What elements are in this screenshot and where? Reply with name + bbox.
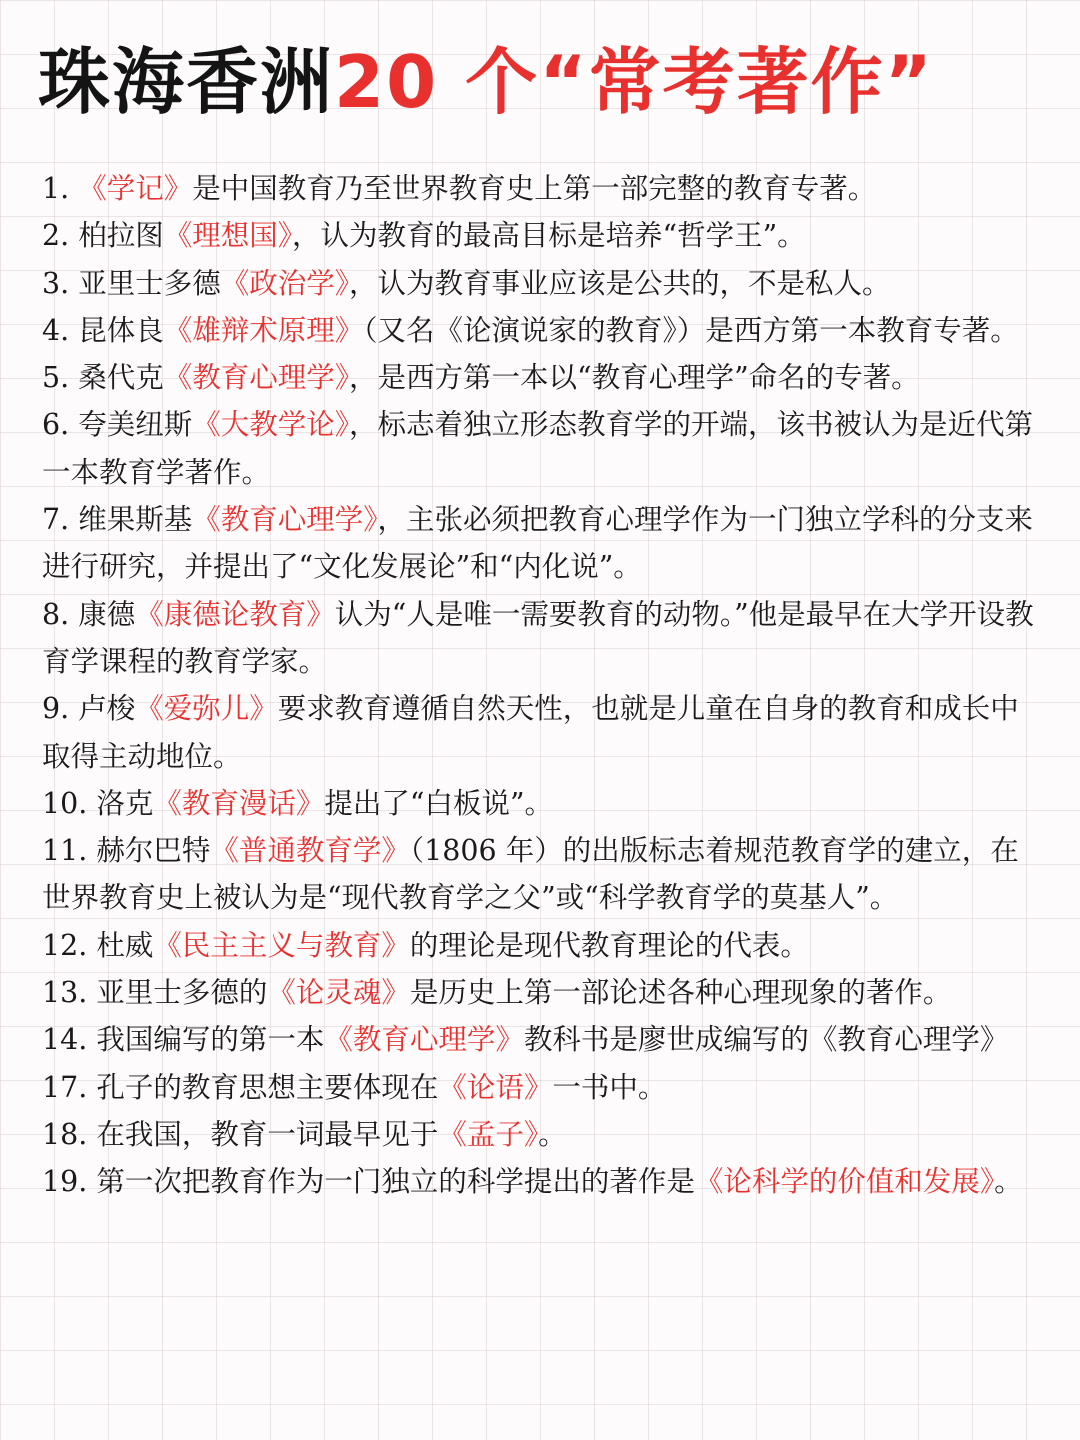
- book-title: 《教育心理学》: [163, 361, 350, 395]
- item-text: ，主张必须把教育心理学作为一门独立学科的分支来进行研究，并提出了“文化发展论”和“内化说”。: [42, 503, 1034, 584]
- item-text: （1806 年）的出版标志着规范教育学的建立，在世界教育史上被认为是“现代教育学之父”或“科学教育学的莫基人”。: [42, 834, 1019, 915]
- list-item: [42, 1064, 1042, 1111]
- item-text: 7. 维果斯基: [42, 503, 193, 537]
- item-text: 19. 第一次把教育作为一门独立的科学提出的著作是: [42, 1165, 695, 1199]
- book-title: 《论科学的价值和发展》: [694, 1165, 995, 1199]
- book-title: 《教育心理学》: [192, 503, 378, 537]
- item-text: 3. 亚里士多德: [42, 266, 221, 300]
- book-title: 《学记》: [78, 172, 193, 205]
- list-item: [42, 307, 1042, 354]
- item-text: 10. 洛克: [42, 786, 154, 820]
- item-text: 6. 夸美纽斯: [42, 408, 193, 442]
- book-title: 《康德论教育》: [135, 597, 335, 631]
- item-text: （又名《论演说家的教育》）是西方第一本教育专著。: [363, 313, 1019, 347]
- book-title: 《论灵魂》: [267, 976, 410, 1010]
- book-title: 《民主主义与教育》: [153, 928, 410, 962]
- book-title: 《教育心理学》: [324, 1023, 524, 1057]
- book-title: 《雄辩术原理》: [163, 313, 364, 347]
- item-text: ，认为教育事业应该是公共的，不是私人。: [349, 266, 891, 300]
- list-item: [42, 922, 1042, 969]
- item-text: 13. 亚里士多德的: [42, 976, 268, 1010]
- item-text: 是中国教育乃至世界教育史上第一部完整的教育专著。: [192, 172, 877, 205]
- list-item: [42, 165, 1042, 212]
- list-item: [42, 780, 1042, 827]
- item-text: ，是西方第一本以“教育心理学”命名的专著。: [349, 361, 920, 395]
- list-item: [42, 260, 1042, 307]
- item-text: 认为“人是唯一需要教育的动物。”他是最早在大学开设教育学课程的教育学家。: [42, 597, 1034, 678]
- book-title: 《理想国》: [163, 219, 293, 253]
- item-text: 11. 赫尔巴特: [42, 834, 211, 868]
- item-text: 要求教育遵循自然天性，也就是儿童在自身的教育和成长中取得主动地位。: [42, 692, 1019, 773]
- list-item: [42, 212, 1042, 259]
- item-text: 的理论是现代教育理论的代表。: [409, 928, 809, 962]
- item-text: 17. 孔子的教育思想主要体现在: [42, 1070, 439, 1104]
- title-highlight: 20 个“常考著作”: [334, 40, 934, 124]
- list-item: [42, 1158, 1042, 1205]
- item-text: 4. 昆体良: [42, 313, 164, 347]
- item-text: 。: [538, 1117, 567, 1151]
- list-item: [42, 969, 1042, 1016]
- page-title: [38, 22, 934, 142]
- item-text: 。: [994, 1165, 1023, 1199]
- item-text: 1.: [42, 172, 79, 205]
- book-title: 《政治学》: [220, 266, 350, 300]
- book-title: 《普通教育学》: [210, 834, 410, 868]
- title-prefix: 珠海香洲: [38, 40, 335, 124]
- book-list: [42, 165, 1042, 1206]
- item-text: 提出了“白板说”。: [324, 786, 554, 820]
- book-title: 《爱弥儿》: [135, 692, 278, 726]
- list-item: [42, 1111, 1042, 1158]
- book-title: 《论语》: [438, 1070, 553, 1104]
- item-text: 18. 在我国，教育一词最早见于: [42, 1117, 439, 1151]
- list-item: [42, 1016, 1042, 1063]
- book-title: 《孟子》: [438, 1117, 539, 1151]
- item-text: 9. 卢梭: [42, 692, 136, 726]
- item-text: 14. 我国编写的第一本: [42, 1023, 325, 1057]
- list-item: [42, 354, 1042, 401]
- list-item: [42, 827, 1042, 922]
- item-text: 是历史上第一部论述各种心理现象的著作。: [409, 976, 952, 1010]
- item-text: 2. 柏拉图: [42, 219, 164, 253]
- list-item: [42, 685, 1042, 780]
- book-title: 《教育漫话》: [153, 786, 325, 820]
- list-item: [42, 401, 1042, 496]
- item-text: ，标志着独立形态教育学的开端，该书被认为是近代第一本教育学著作。: [42, 408, 1034, 489]
- item-text: 5. 桑代克: [42, 361, 164, 395]
- item-text: ，认为教育的最高目标是培养“哲学王”。: [292, 219, 806, 253]
- book-title: 《大教学论》: [192, 408, 350, 442]
- item-text: 12. 杜威: [42, 928, 154, 962]
- list-item: [42, 591, 1042, 686]
- item-text: 一书中。: [552, 1070, 667, 1104]
- item-text: 8. 康德: [42, 597, 136, 631]
- item-text: 教科书是廖世成编写的《教育心理学》: [523, 1023, 1009, 1057]
- list-item: [42, 496, 1042, 591]
